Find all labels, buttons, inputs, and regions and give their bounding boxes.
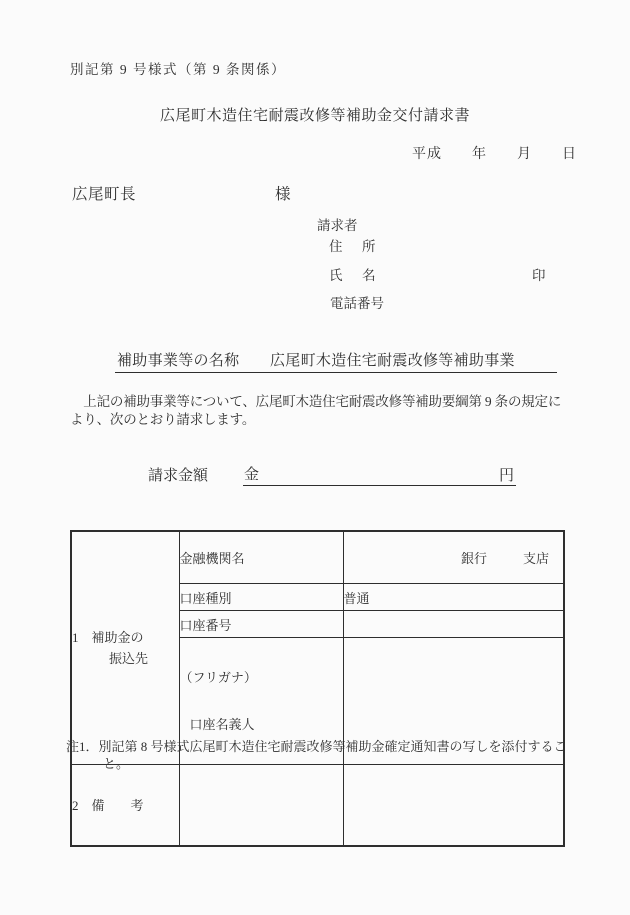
table-section1-label-cell [71,531,179,765]
bank-name-label: 金融機関名 [179,531,343,584]
account-type-label: 口座種別 [179,584,343,611]
requester-name-label: 氏 名 [329,268,379,283]
bank-info-table [70,530,565,847]
body-text-line2: より、次のとおり請求します。 [70,412,256,427]
account-number-value [343,611,564,638]
bank-word: 銀行 [461,551,488,566]
addressee-name: 広尾町長 [72,186,137,203]
account-holder-label: 口座名義人 [189,717,255,732]
branch-word: 支店 [523,551,550,566]
account-type-value: 普通 [343,584,564,611]
table-section2-label-cell [71,765,179,847]
project-name-value: 広尾町木造住宅耐震改修等補助事業 [270,353,515,369]
seal-mark: 印 [532,268,546,283]
section1-label-line2: 振込先 [109,651,149,666]
table-row-bank-name [71,531,564,584]
furigana-label: （フリガナ） [179,670,257,685]
section1-label-line1: 1 補助金の [72,630,144,645]
body-text-line1: 上記の補助事業等について、広尾町木造住宅耐震改修等補助要綱第 9 条の規定に [70,394,562,409]
footnote-line2: と。 [103,756,130,771]
account-number-label: 口座番号 [179,611,343,638]
document-title: 広尾町木造住宅耐震改修等補助金交付請求書 [159,108,470,124]
requester-phone-label: 電話番号 [330,296,384,311]
addressee-honorific: 様 [275,186,291,203]
bank-name-value-cell [343,531,564,584]
footnote-line1: 注1．別記第 8 号様式広尾町木造住宅耐震改修等補助金確定通知書の写しを添付するこ [66,739,567,754]
amount-currency-suffix: 円 [499,468,515,484]
requester-label: 請求者 [317,218,358,233]
table-row-remarks [71,765,564,847]
amount-underline [243,485,516,486]
remarks-middle-cell [179,765,343,847]
form-number: 別記第 9 号様式（第 9 条関係） [70,62,286,77]
requester-address-label: 住 所 [329,239,379,254]
date-line: 平成 年 月 日 [412,147,577,162]
project-name-underline [115,372,557,373]
project-name-label: 補助事業等の名称 [117,353,240,369]
amount-label: 請求金額 [148,468,209,484]
section2-label: 2 備 考 [72,797,144,813]
amount-currency-prefix: 金 [244,467,260,483]
remarks-value-cell [343,765,564,847]
